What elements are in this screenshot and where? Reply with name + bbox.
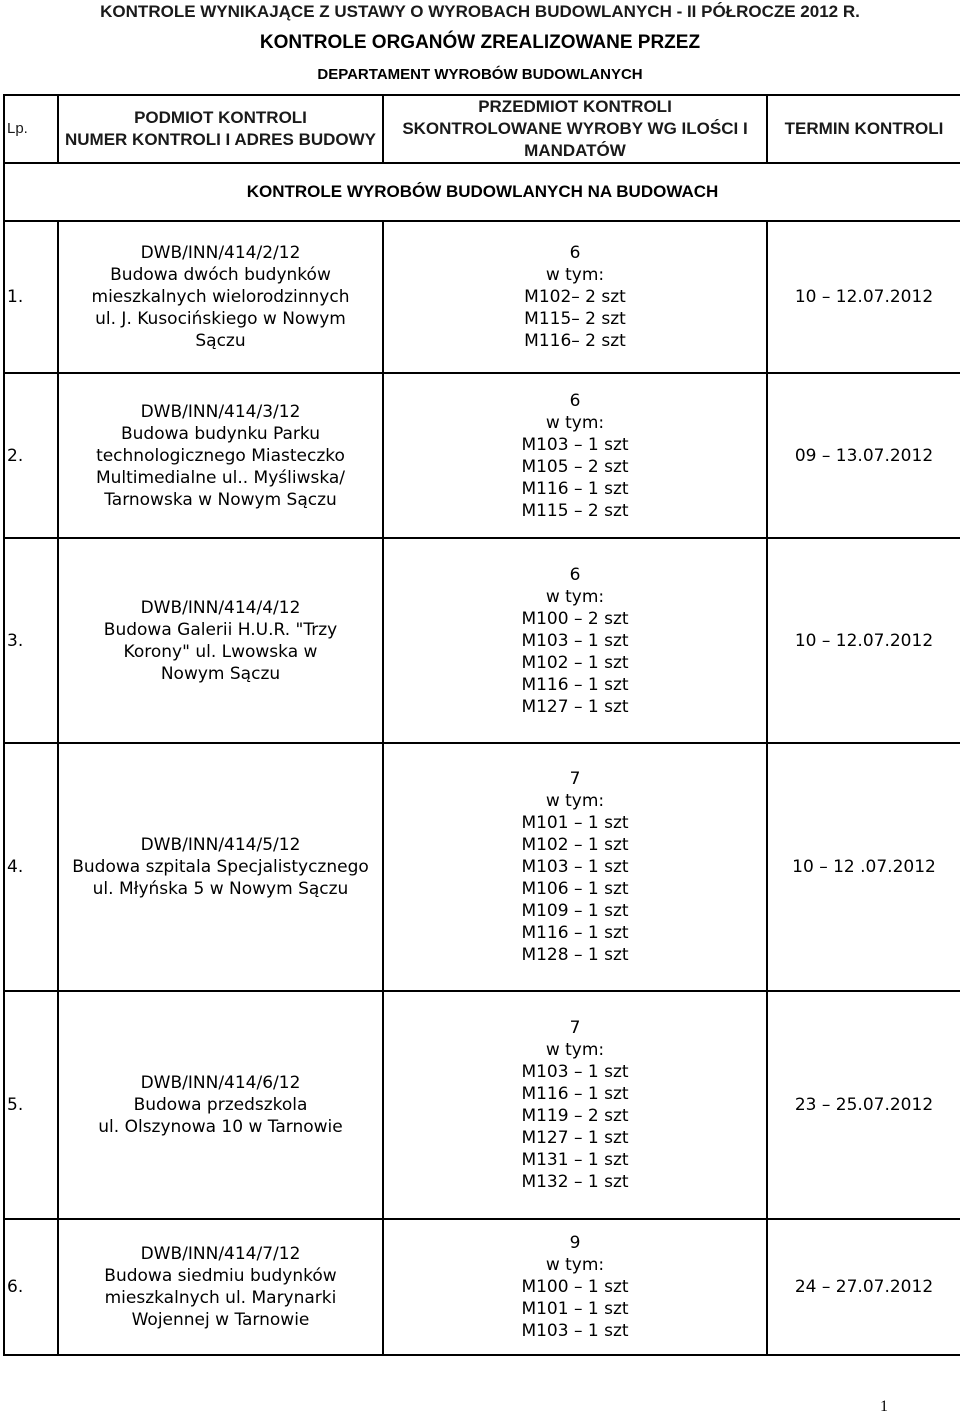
- product-line: M119 – 2 szt: [521, 1106, 629, 1126]
- product-line: w tym:: [545, 412, 605, 433]
- column-header-subject-line: PODMIOT KONTROLI: [134, 108, 307, 127]
- product-line: M101 – 1 szt: [521, 813, 629, 833]
- row-term: 10 – 12 .07.2012: [767, 743, 960, 991]
- product-line: M131 – 1 szt: [521, 1150, 629, 1170]
- subject-line: Sączu: [195, 331, 246, 351]
- subject-line: DWB/INN/414/3/12: [140, 401, 301, 422]
- subject-line: DWB/INN/414/6/12: [140, 1073, 301, 1093]
- product-line: M128 – 1 szt: [521, 945, 629, 965]
- product-line: M103 – 1 szt: [521, 1321, 629, 1341]
- subject-line: DWB/INN/414/5/12: [140, 835, 301, 855]
- document-subtitle: KONTROLE ORGANÓW ZREALIZOWANE PRZEZ: [259, 32, 701, 53]
- column-header-subject: [58, 95, 383, 163]
- row-products: [383, 991, 767, 1219]
- column-header-term: TERMIN KONTROLI: [767, 95, 960, 163]
- product-line: M102– 2 szt: [524, 287, 626, 307]
- subject-line: Budowa przedszkola: [133, 1095, 308, 1115]
- row-products: [383, 1219, 767, 1355]
- product-line: M116 – 1 szt: [521, 674, 629, 695]
- row-term: 09 – 13.07.2012: [767, 373, 960, 538]
- subject-line: Budowa dwóch budynków: [110, 265, 331, 285]
- table-row: [4, 221, 960, 373]
- row-number: 6.: [4, 1219, 58, 1355]
- row-term: 24 – 27.07.2012: [767, 1219, 960, 1355]
- product-line: M103 – 1 szt: [521, 434, 629, 455]
- subject-line: ul. J. Kusocińskiego w Nowym: [95, 309, 346, 329]
- section-title: KONTROLE WYROBÓW BUDOWLANYCH NA BUDOWACH: [4, 163, 960, 221]
- column-header-subject-line: NUMER KONTROLI I ADRES BUDOWY: [64, 130, 377, 149]
- row-subject: [58, 1219, 383, 1355]
- table-row: [4, 538, 960, 743]
- product-line: M109 – 1 szt: [521, 901, 629, 921]
- row-subject: [58, 743, 383, 991]
- row-products: [383, 743, 767, 991]
- row-number: 5.: [4, 991, 58, 1219]
- column-header-object: [383, 95, 767, 163]
- row-term: 23 – 25.07.2012: [767, 991, 960, 1219]
- row-products: [383, 538, 767, 743]
- product-line: M103 – 1 szt: [521, 630, 629, 651]
- subject-line: Budowa Galerii H.U.R. "Trzy: [103, 619, 338, 640]
- row-number: 4.: [4, 743, 58, 991]
- product-line: M103 – 1 szt: [521, 1062, 629, 1082]
- subject-line: Budowa szpitala Specjalistycznego: [72, 857, 369, 877]
- product-line: w tym:: [545, 586, 605, 607]
- row-term: 10 – 12.07.2012: [767, 538, 960, 743]
- column-header-object-line: SKONTROLOWANE WYROBY WG ILOŚCI I: [402, 119, 748, 138]
- document-title: KONTROLE WYNIKAJĄCE Z USTAWY O WYROBACH BUDOWLANYCH - II PÓŁROCZE 2012 R.: [100, 2, 860, 21]
- product-line: M105 – 2 szt: [521, 456, 629, 477]
- table-row: [4, 373, 960, 538]
- row-number: 2.: [4, 373, 58, 538]
- product-line: w tym:: [545, 791, 605, 811]
- table-header-row: [4, 95, 960, 163]
- product-line: M116 – 1 szt: [521, 478, 629, 499]
- section-row: [4, 163, 960, 221]
- column-header-lp: Lp.: [4, 95, 58, 163]
- department-name: DEPARTAMENT WYROBÓW BUDOWLANYCH: [317, 66, 643, 83]
- subject-line: technologicznego Miasteczko: [96, 445, 345, 466]
- subject-line: mieszkalnych wielorodzinnych: [91, 287, 350, 307]
- table-row: [4, 743, 960, 991]
- row-number: 1.: [4, 221, 58, 373]
- subject-line: DWB/INN/414/2/12: [140, 243, 301, 263]
- subject-line: Multimedialne ul.. Myśliwska/: [95, 467, 346, 488]
- subject-line: Tarnowska w Nowym Sączu: [104, 489, 337, 510]
- product-line: M101 – 1 szt: [521, 1299, 629, 1319]
- product-line: M102 – 1 szt: [521, 652, 629, 673]
- subject-line: Korony" ul. Lwowska w: [123, 641, 318, 662]
- product-line: M103 – 1 szt: [521, 857, 629, 877]
- product-line: w tym:: [545, 265, 605, 285]
- product-line: M115 – 2 szt: [521, 500, 629, 521]
- column-header-object-line: PRZEDMIOT KONTROLI: [478, 97, 672, 116]
- product-line: M115– 2 szt: [524, 309, 626, 329]
- product-line: 7: [569, 1018, 581, 1038]
- product-line: M100 – 2 szt: [521, 608, 629, 629]
- row-subject: [58, 221, 383, 373]
- subject-line: Nowym Sączu: [160, 663, 281, 684]
- subject-line: mieszkalnych ul. Marynarki: [104, 1288, 337, 1308]
- product-line: w tym:: [545, 1040, 605, 1060]
- product-line: 9: [569, 1233, 581, 1253]
- table-row: [4, 1219, 960, 1355]
- subject-line: ul. Młyńska 5 w Nowym Sączu: [92, 879, 349, 899]
- product-line: M100 – 1 szt: [521, 1277, 629, 1297]
- row-number: 3.: [4, 538, 58, 743]
- product-line: 6: [569, 390, 581, 411]
- product-line: M106 – 1 szt: [521, 879, 629, 899]
- row-subject: [58, 538, 383, 743]
- product-line: M102 – 1 szt: [521, 835, 629, 855]
- page-number: 1: [880, 1398, 888, 1415]
- subject-line: Wojennej w Tarnowie: [131, 1310, 310, 1330]
- column-header-object-line: MANDATÓW: [524, 141, 626, 160]
- subject-line: Budowa budynku Parku: [120, 423, 321, 444]
- subject-line: DWB/INN/414/4/12: [140, 597, 301, 618]
- row-products: [383, 221, 767, 373]
- product-line: M127 – 1 szt: [521, 1128, 629, 1148]
- row-products: [383, 373, 767, 538]
- product-line: M116– 2 szt: [524, 331, 626, 351]
- product-line: 6: [569, 243, 581, 263]
- subject-line: ul. Olszynowa 10 w Tarnowie: [98, 1117, 343, 1137]
- row-subject: [58, 991, 383, 1219]
- subject-line: DWB/INN/414/7/12: [140, 1244, 301, 1264]
- row-term: 10 – 12.07.2012: [767, 221, 960, 373]
- table-row: [4, 991, 960, 1219]
- product-line: 6: [569, 564, 581, 585]
- product-line: M116 – 1 szt: [521, 923, 629, 943]
- subject-line: Budowa siedmiu budynków: [104, 1266, 337, 1286]
- row-subject: [58, 373, 383, 538]
- product-line: 7: [569, 769, 581, 789]
- product-line: w tym:: [545, 1255, 605, 1275]
- product-line: M132 – 1 szt: [521, 1172, 629, 1192]
- product-line: M116 – 1 szt: [521, 1084, 629, 1104]
- controls-table: [3, 94, 960, 1356]
- product-line: M127 – 1 szt: [521, 696, 629, 717]
